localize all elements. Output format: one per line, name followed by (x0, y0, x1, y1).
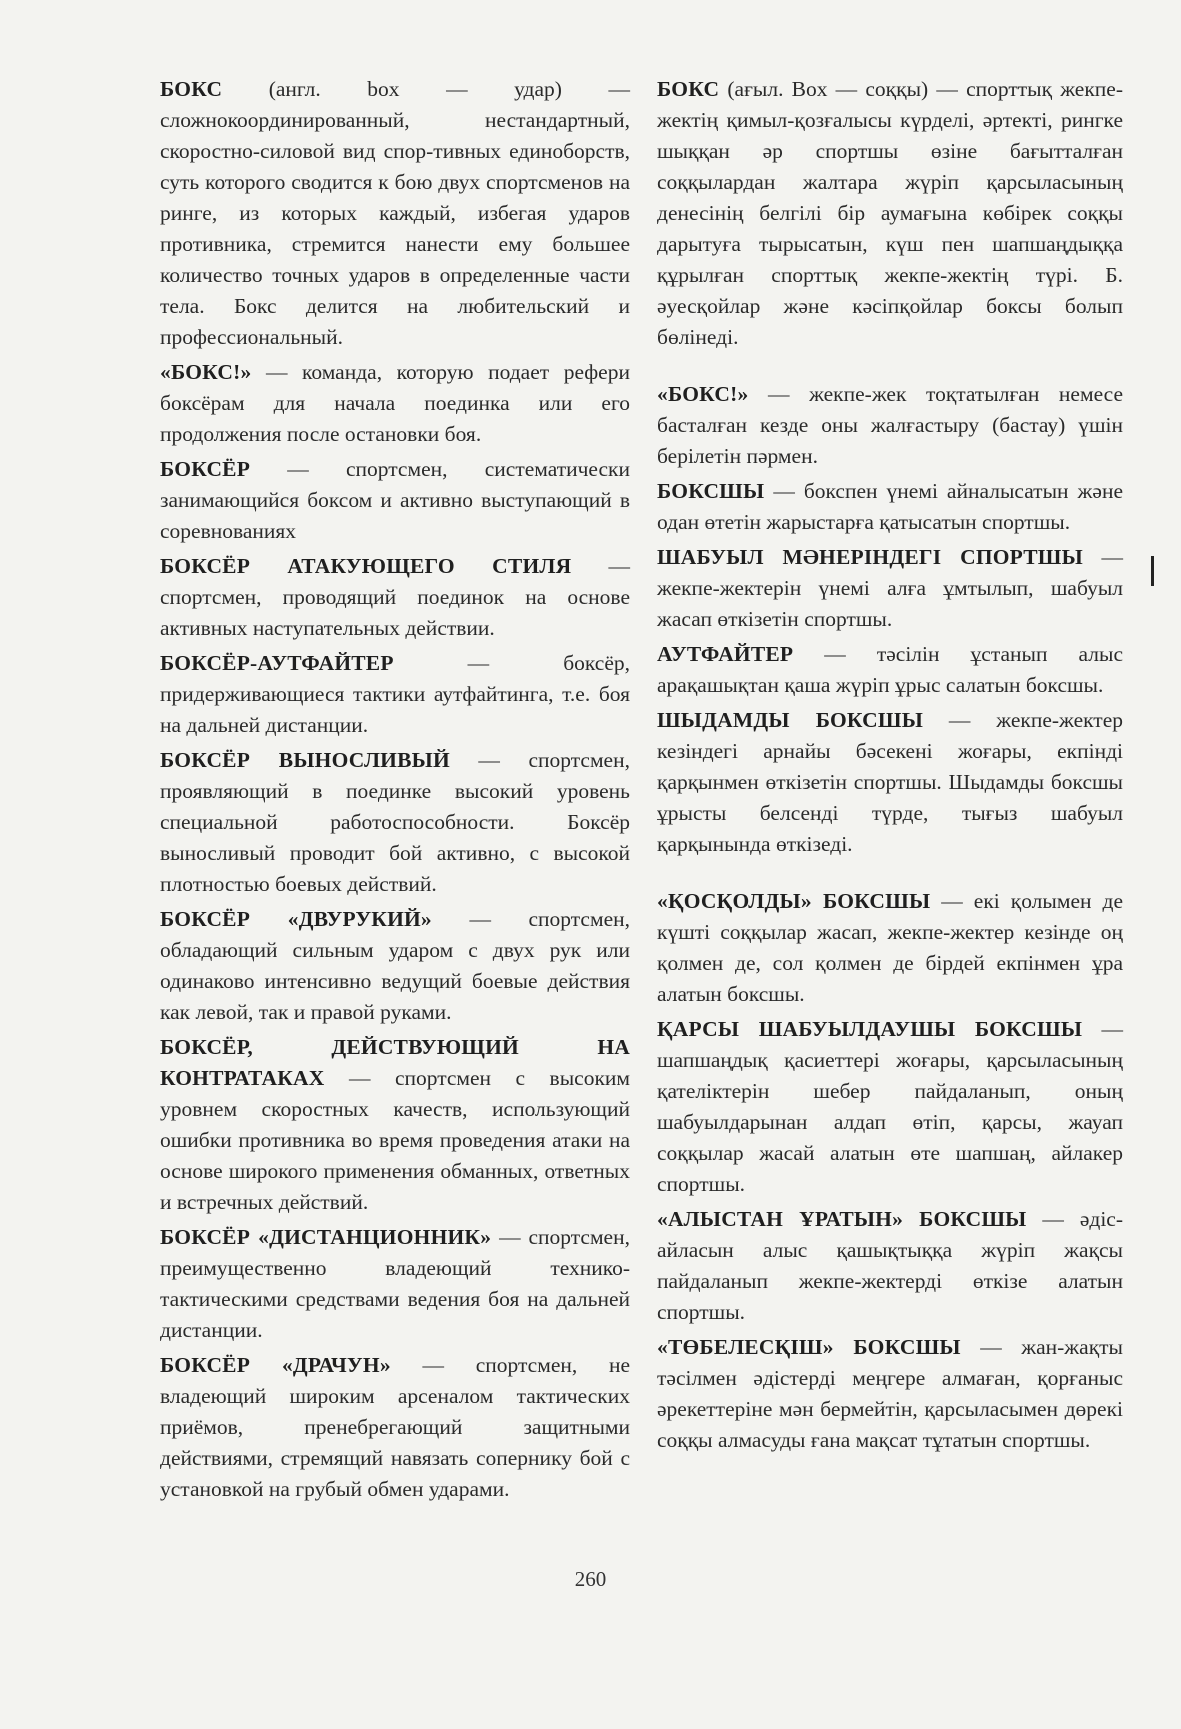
entry-term: БОКСЁР ВЫНОСЛИВЫЙ (160, 748, 450, 772)
entry-definition: — спортсмен, систематически занимающийся боксом и активно выступающий в соревнованиях (160, 457, 630, 543)
entry-term: «ТӨБЕЛЕСҚІШ» БОКСШЫ (657, 1335, 961, 1359)
entry-boks-ru (160, 74, 630, 353)
entry-bokser-enduring-ru (160, 745, 630, 900)
entry-definition: — жекпе-жектер кезіндегі арнайы бәсекені жоғары, екпінді қарқынмен өткізетін спортшы. Шыдамды боксшы ұрысты белсенді түрде, тығыз шабуыл қарқынында өткізеді. (657, 708, 1123, 856)
entry-two-handed-kz (657, 886, 1123, 1010)
entry-term: БОКСЁР «ДВУРУКИЙ» (160, 907, 432, 931)
entry-definition: — тәсілін ұстанып алыс арақашықтан қаша жүріп ұрыс салатын боксшы. (657, 642, 1123, 697)
entry-definition: — жан-жақты тәсілмен әдістерді меңгере алмаған, қорғаныс әрекеттеріне мән бермейтін, қарсыласымен дөрекі соққы алмасуды ғана мақсат тұтатын спортшы. (657, 1335, 1123, 1452)
russian-column (160, 74, 630, 1509)
entry-enduring-kz (657, 705, 1123, 860)
entry-term: БОКСЁР, ДЕЙСТВУЮЩИЙ НА КОНТРАТАКАХ (160, 1035, 630, 1090)
entry-bokser-outfighter-ru (160, 648, 630, 741)
entry-definition: — шапшаңдық қасиеттері жоғары, қарсыласының қателіктерін шебер пайдаланып, оның шабуылдарынан алдап өтіп, қарсы, жауап соққылар жасай алатын өте шапшаң, айлакер спортшы. (657, 1017, 1123, 1196)
entry-bokser-attacking-ru (160, 551, 630, 644)
entry-outfighter-kz (657, 639, 1123, 701)
entry-boks-kz (657, 74, 1123, 353)
entry-bokser-counter-ru (160, 1032, 630, 1218)
entry-term: АУТФАЙТЕР (657, 642, 794, 666)
entry-term: БОКСЁР «ДРАЧУН» (160, 1353, 391, 1377)
entry-definition: — спортсмен с высоким уровнем скоростных качеств, использующий ошибки противника во время проведения атаки на основе широкого применения обманных, ответных и встречных действий. (160, 1066, 630, 1214)
entry-definition: — бокспен үнемі айналысатын және одан өтетін жарыстарға қатысатын спортшы. (657, 479, 1123, 534)
entry-term: «БОКС!» (657, 382, 749, 406)
entry-definition: — жекпе-жек тоқтатылған немесе басталған кезде оны жалғастыру (бастау) үшін берілетін пәрмен. (657, 382, 1123, 468)
entry-definition: — команда, которую подает рефери боксёрам для начала поединка или его продолжения после остановки боя. (160, 360, 630, 446)
entry-term: БОКСЁР «ДИСТАНЦИОННИК» (160, 1225, 492, 1249)
entry-definition: — спортсмен, не владеющий широким арсеналом тактических приёмов, пренебрегающий защитными действиями, стремящий навязать сопернику бой с установкой на грубый обмен ударами. (160, 1353, 631, 1501)
entry-definition: — спортсмен, обладающий сильным ударом с двух рук или одинаково интенсивно ведущий боевые действия как левой, так и правой руками. (160, 907, 631, 1024)
entry-bokser-ru (160, 454, 630, 547)
entry-distance-kz (657, 1204, 1123, 1328)
entry-term: БОКСЁР АТАКУЮЩЕГО СТИЛЯ (160, 554, 572, 578)
page-number: 260 (574, 1567, 607, 1591)
entry-definition: — екі қолымен де күшті соққылар жасап, жекпе-жектер кезінде оң қолмен де, сол қолмен де бірдей екпінмен ұра алатын боксшы. (657, 889, 1124, 1006)
entry-definition: (англ. box — удар) — сложнокоординированный, нестандартный, скоростно-силовой вид спор-тивных единоборств, суть которого сводится к бою двух спортсменов на ринге, из которых каждый, избегая ударов противника, стремится нанести ему большее количество точных ударов в определенные части тела. Бокс делится на любительский и профессиональный. (160, 77, 630, 349)
entry-definition: — әдіс-айласын алыс қашықтыққа жүріп жақсы пайдаланып жекпе-жектерді өткізе алатын спортшы. (657, 1207, 1123, 1324)
entry-term: ШАБУЫЛ МӘНЕРІНДЕГІ СПОРТШЫ (657, 545, 1083, 569)
entry-term: БОКС (160, 77, 223, 101)
entry-definition: — спортсмен, проводящий поединок на основе активных наступательных действии. (160, 554, 630, 640)
entry-definition: — спортсмен, проявляющий в поединке высокий уровень специальной работоспособности. Боксёр выносливый проводит бой активно, с высокой плотностью боевых действий. (160, 748, 630, 896)
entry-bokser-brawler-ru (160, 1350, 630, 1505)
entry-term: ШЫДАМДЫ БОКСШЫ (657, 708, 924, 732)
kazakh-column (657, 74, 1123, 1460)
entry-boks-command-ru (160, 357, 630, 450)
entry-definition: (ағыл. Box — соққы) — спорттық жекпе-жектің қимыл-қозғалысы күрделі, әртекті, рингке шыққан әр спортшы өзіне бағытталған соққылардан жалтара жүріп қарсыласының денесінің белгілі бір аумағына көбірек соққы дарытуға тырысатын, күш пен шапшаңдыққа құрылған спорттық жекпе-жектің түрі. Б. әуесқойлар және кәсіпқойлар боксы болып бөлінеді. (657, 77, 1123, 349)
scan-edge-mark (1151, 556, 1154, 586)
entry-term: «ҚОСҚОЛДЫ» БОКСШЫ (657, 889, 931, 913)
entry-definition: — жекпе-жектерін үнемі алға ұмтылып, шабуыл жасап өткізетін спортшы. (657, 545, 1124, 631)
entry-bokser-distance-ru (160, 1222, 630, 1346)
entry-term: БОКСЁР-АУТФАЙТЕР (160, 651, 394, 675)
entry-term: БОКСШЫ (657, 479, 765, 503)
entry-definition: — боксёр, придерживающиеся тактики аутфайтинга, т.е. боя на дальней дистанции. (160, 651, 630, 737)
entry-term: ҚАРСЫ ШАБУЫЛДАУШЫ БОКСШЫ (657, 1017, 1083, 1041)
entry-boks-command-kz (657, 379, 1123, 472)
entry-term: «БОКС!» (160, 360, 252, 384)
entry-boksshy-kz (657, 476, 1123, 538)
entry-bokser-two-handed-ru (160, 904, 630, 1028)
entry-term: «АЛЫСТАН ҰРАТЫН» БОКСШЫ (657, 1207, 1027, 1231)
entry-term: БОКС (657, 77, 720, 101)
entry-term: БОКСЁР (160, 457, 251, 481)
entry-brawler-kz (657, 1332, 1123, 1456)
entry-counter-kz (657, 1014, 1123, 1200)
entry-attacking-kz (657, 542, 1123, 635)
entry-definition: — спортсмен, преимущественно владеющий технико-тактическими средствами ведения боя на дальней дистанции. (160, 1225, 630, 1342)
